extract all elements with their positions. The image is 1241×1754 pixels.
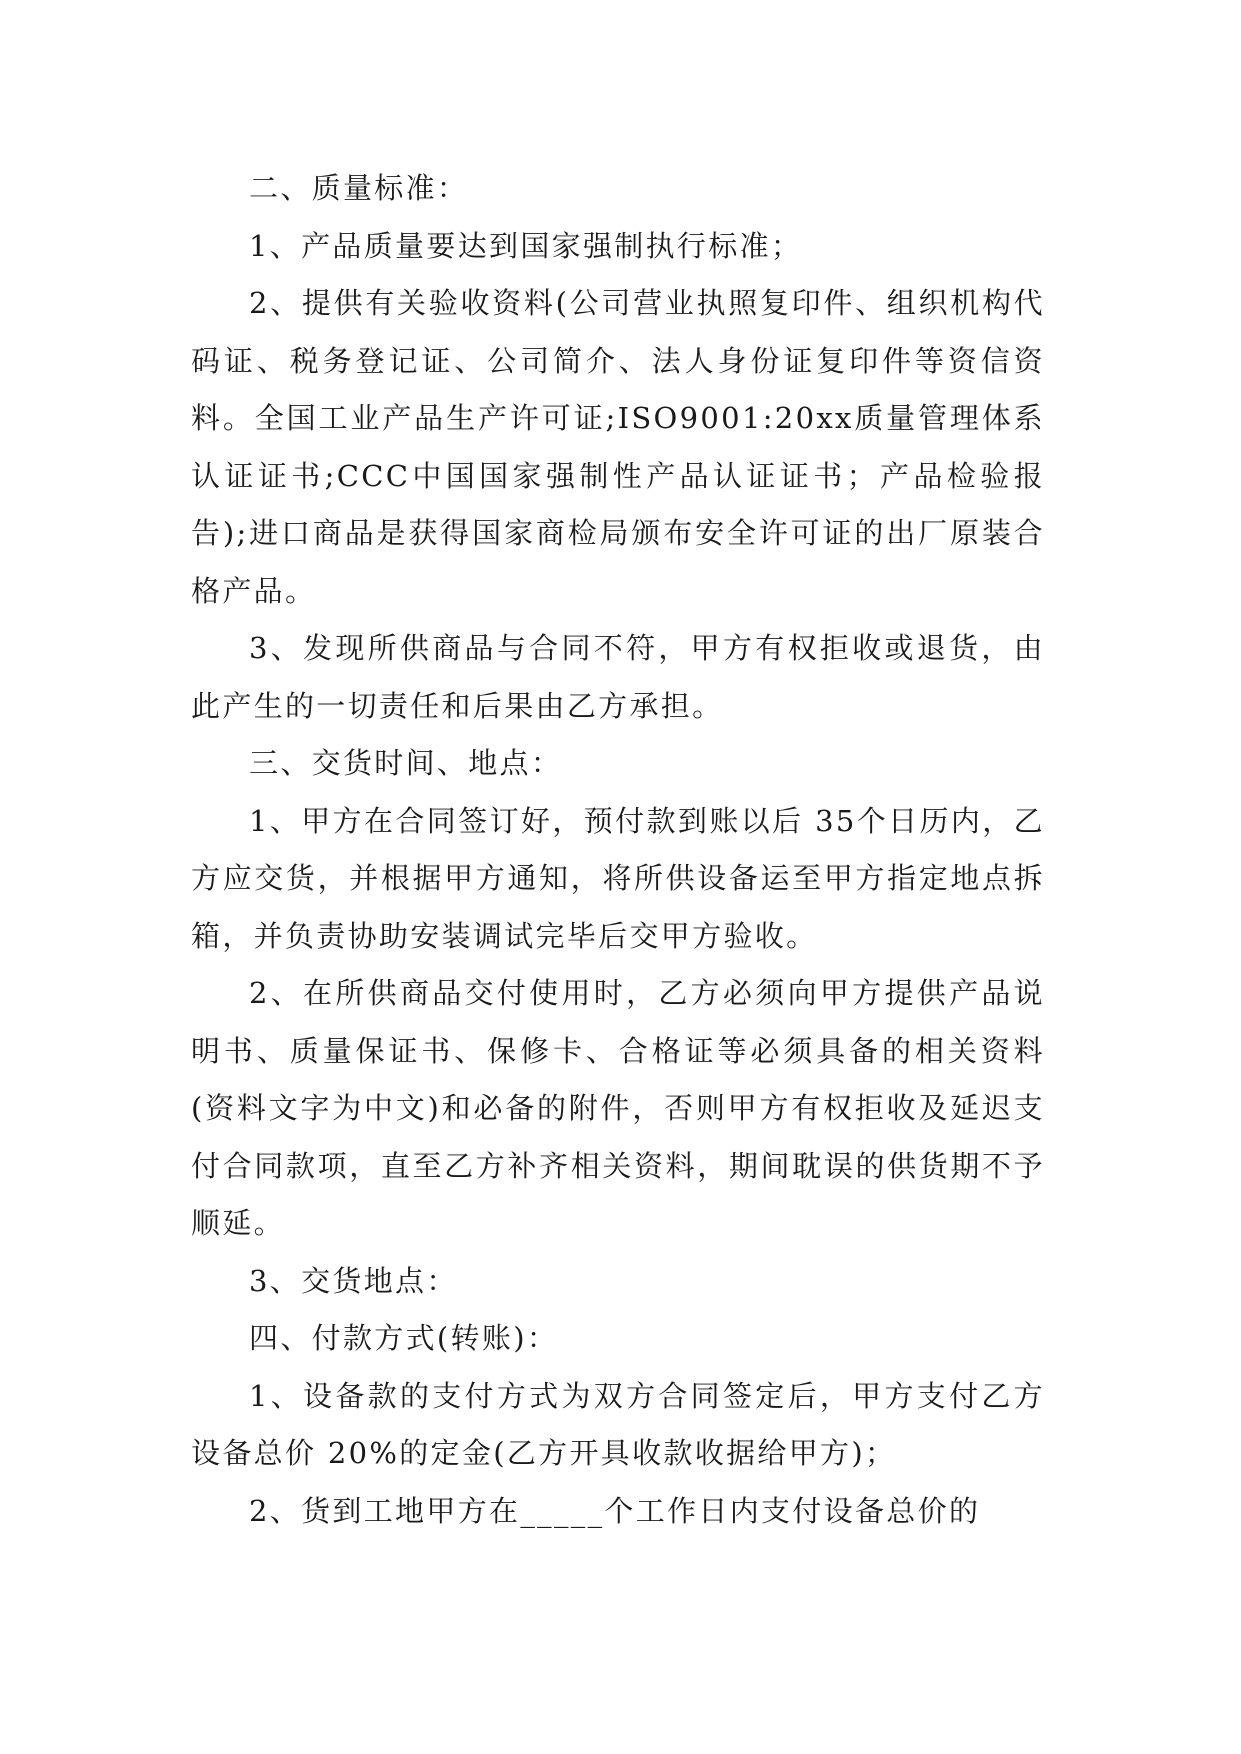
- section-heading-quality-standard: 二、质量标准：: [249, 171, 469, 205]
- section-heading-delivery: 三、交货时间、地点：: [249, 746, 563, 780]
- document-body: [191, 160, 1045, 1540]
- quality-clause-3: 3、发现所供商品与合同不符，甲方有权拒收或退货，由此产生的一切责任和后果由乙方承担。: [191, 631, 1045, 723]
- delivery-clause-2: 2、在所供商品交付使用时，乙方必须向甲方提供产品说明书、质量保证书、保修卡、合格证等必须具备的相关资料(资料文字为中文)和必备的附件，否则甲方有权拒收及延迟支付合同款项，直至乙方补齐相关资料，期间耽误的供货期不予顺延。: [191, 976, 1045, 1240]
- payment-clause-2: 2、货到工地甲方在_____个工作日内支付设备总价的: [249, 1493, 981, 1528]
- payment-clause-1: 1、设备款的支付方式为双方合同签定后，甲方支付乙方设备总价 20%的定金(乙方开具收款收据给甲方)；: [191, 1378, 1045, 1470]
- delivery-clause-3: 3、交货地点：: [249, 1263, 458, 1298]
- quality-clause-1: 1、产品质量要达到国家强制执行标准；: [249, 228, 803, 263]
- delivery-clause-1: 1、甲方在合同签订好，预付款到账以后 35个日历内，乙方应交货，并根据甲方通知，将所供设备运至甲方指定地点拆箱，并负责协助安装调试完毕后交甲方验收。: [191, 803, 1045, 953]
- section-heading-payment: 四、付款方式(转账)：: [249, 1321, 559, 1355]
- quality-clause-2: 2、提供有关验收资料(公司营业执照复印件、组织机构代码证、税务登记证、公司简介、法人身份证复印件等资信资料。全国工业产品生产许可证;ISO9001:20xx质量管理体系认证证书;CCC中国国家强制性产品认证证书；产品检验报告);进口商品是获得国家商检局颁布安全许可证的出厂原装合格产品。: [191, 286, 1045, 608]
